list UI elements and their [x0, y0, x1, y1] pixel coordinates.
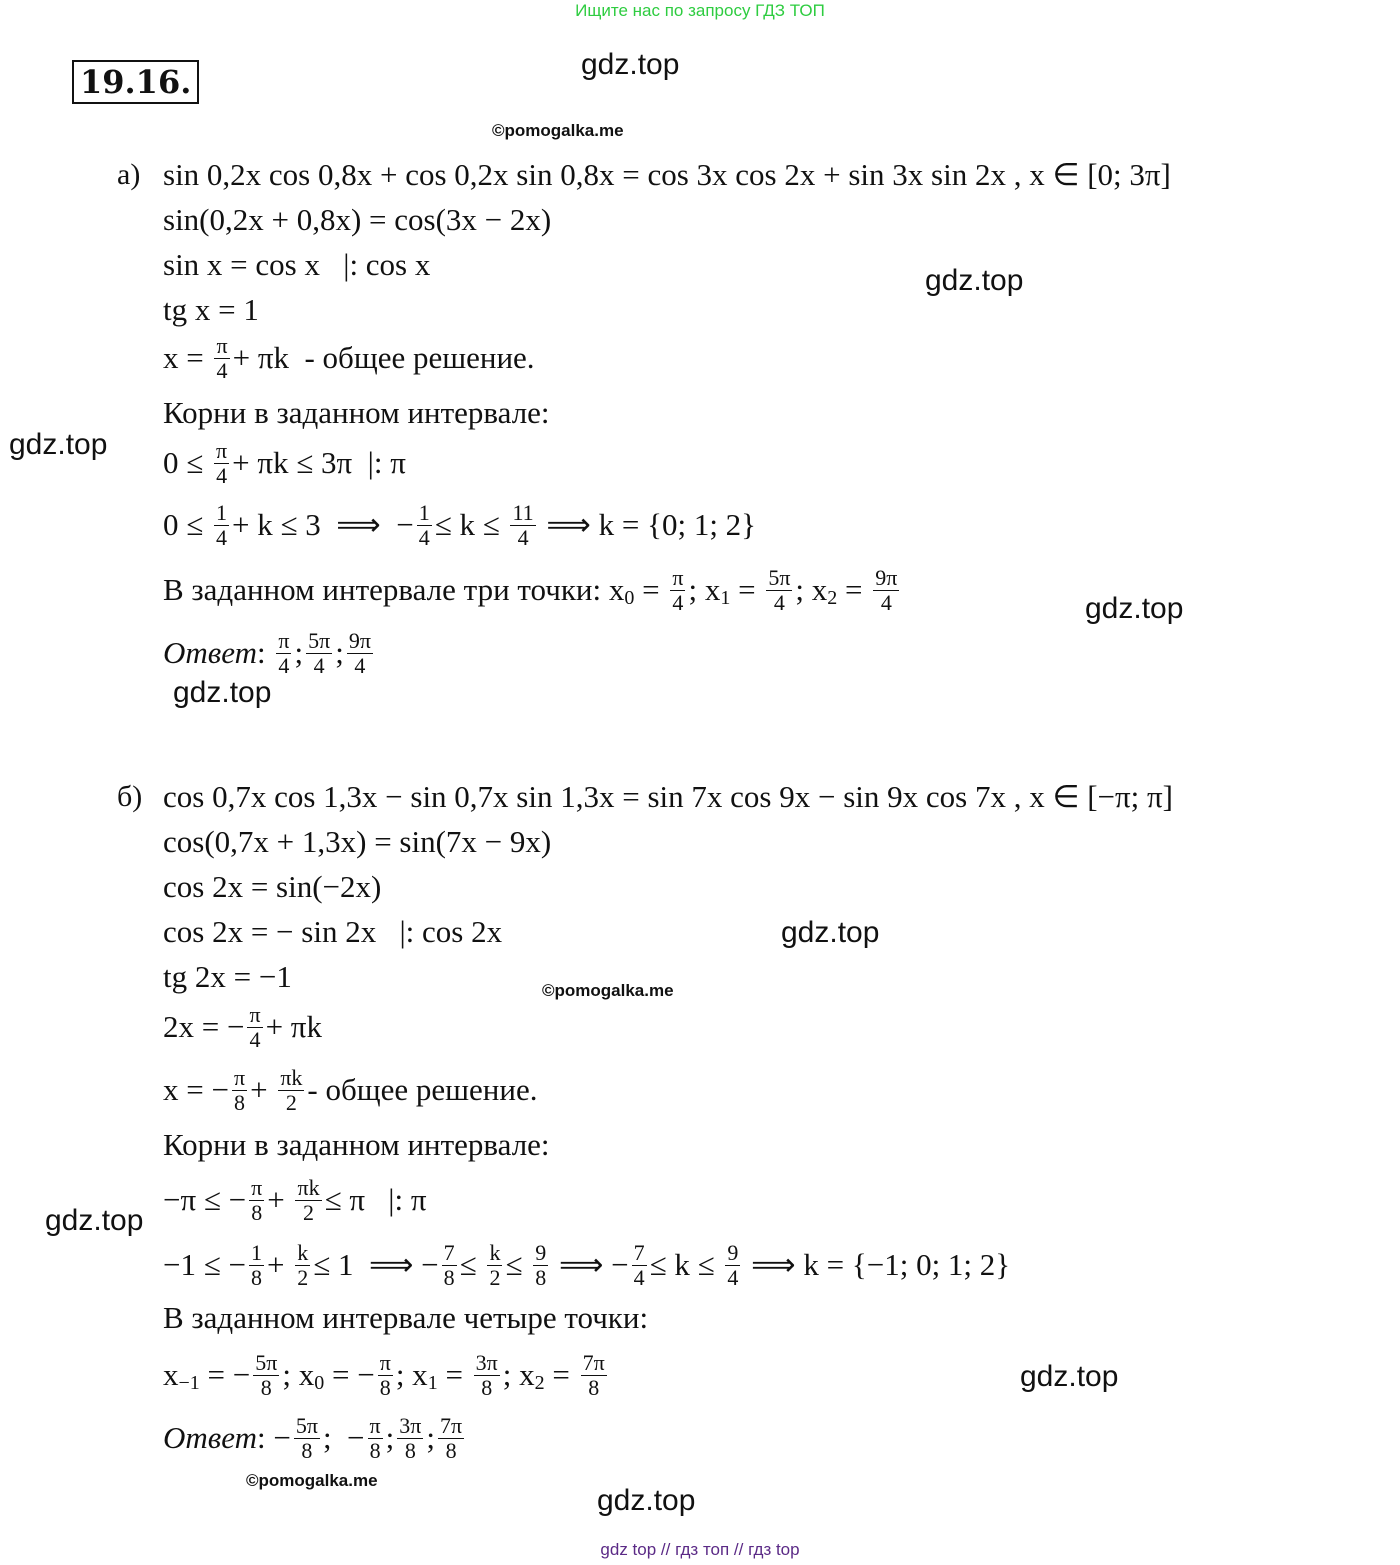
math-text: cos 2x = sin(−2x) — [163, 869, 382, 904]
numerator: πk — [280, 1064, 303, 1090]
numerator: π — [672, 564, 684, 590]
math-text: sin x = cos x |: cos x — [163, 247, 431, 282]
numerator: 7π — [582, 1349, 605, 1375]
math-text: sin(0,2x + 0,8x) = cos(3x − 2x) — [163, 202, 552, 237]
denominator: 8 — [379, 1374, 391, 1400]
denominator: 8 — [588, 1374, 600, 1400]
math-text: = − — [324, 1357, 375, 1392]
math-text: + πk ≤ 3π |: π — [232, 445, 406, 480]
math-text: + — [267, 1182, 293, 1217]
numerator: π — [278, 627, 290, 653]
denominator: 8 — [443, 1264, 455, 1290]
denominator: 8 — [404, 1437, 416, 1463]
fraction — [873, 566, 899, 615]
numerator: π — [369, 1412, 381, 1438]
numerator: π — [249, 1001, 261, 1027]
numerator: π — [233, 1064, 246, 1090]
math-line — [163, 555, 902, 625]
math-text: ; x — [282, 1357, 315, 1392]
denominator: 4 — [727, 1264, 739, 1290]
watermark: gdz.top — [781, 916, 880, 949]
math-text: sin 0,2x cos 0,8x + cos 0,2x sin 0,8x = cos 3x cos 2x + sin 3x sin 2x , x ∈ [0; 3π] — [163, 157, 1171, 192]
math-text: ; − — [322, 1420, 365, 1455]
part-b-label: б) — [117, 780, 143, 813]
math-line — [163, 428, 406, 498]
fraction — [510, 501, 535, 550]
denominator: 8 — [369, 1437, 381, 1463]
denominator: 8 — [251, 1199, 263, 1225]
denominator: 4 — [773, 589, 785, 615]
fraction — [278, 1066, 304, 1115]
math-text: cos(0,7x + 1,3x) = sin(7x − 9x) — [163, 824, 552, 859]
math-text: = — [837, 572, 871, 607]
denominator: 2 — [489, 1264, 501, 1290]
denominator: 4 — [216, 462, 228, 488]
watermark: gdz.top — [173, 676, 272, 709]
subscript: 1 — [427, 1371, 438, 1394]
math-text: = — [544, 1357, 578, 1392]
math-text: −π ≤ − — [163, 1182, 247, 1217]
math-text: + — [266, 1247, 293, 1282]
math-text: ; — [294, 635, 304, 670]
math-text: ≤ k ≤ — [434, 507, 508, 542]
numerator: π — [251, 1174, 263, 1200]
math-line — [163, 618, 376, 688]
numerator: k — [297, 1239, 309, 1265]
numerator: 1 — [250, 1239, 262, 1265]
copyright: ©pomogalka.me — [246, 1471, 378, 1490]
denominator: 2 — [285, 1089, 297, 1115]
numerator: 3π — [475, 1349, 498, 1375]
subscript: 0 — [314, 1371, 325, 1394]
math-text: ≤ — [505, 1247, 531, 1282]
math-text: ⟹ k = {−1; 0; 1; 2} — [743, 1247, 1011, 1282]
math-text: x — [163, 1357, 179, 1392]
math-text: ≤ 1 ⟹ − — [313, 1247, 439, 1282]
math-text: - общее решение. — [307, 1072, 538, 1107]
math-text: = — [437, 1357, 471, 1392]
fraction — [247, 1003, 262, 1052]
fraction — [766, 566, 792, 615]
math-text: x = − — [163, 1072, 229, 1107]
denominator: 8 — [234, 1089, 246, 1115]
numerator: 9 — [727, 1239, 739, 1265]
subscript: 1 — [720, 586, 731, 609]
watermark: gdz.top — [581, 48, 680, 81]
numerator: 3π — [399, 1412, 422, 1438]
math-text: + πk — [265, 1009, 322, 1044]
math-text: tg x = 1 — [163, 292, 259, 327]
math-text: 0 ≤ — [163, 507, 212, 542]
denominator: 8 — [535, 1264, 547, 1290]
search-banner: Ищите нас по запросу ГДЗ ТОП — [575, 1, 825, 20]
denominator: 4 — [249, 1026, 261, 1052]
fraction — [397, 1414, 423, 1463]
numerator: 5π — [295, 1412, 318, 1438]
math-text: ≤ k ≤ — [649, 1247, 723, 1282]
denominator: 4 — [517, 524, 529, 550]
math-text: ; x — [688, 572, 721, 607]
copyright: ©pomogalka.me — [542, 981, 674, 1000]
subscript: 0 — [624, 586, 635, 609]
denominator: 8 — [301, 1437, 313, 1463]
footer-links: gdz top // гдз топ // гдз top — [600, 1540, 800, 1559]
numerator: 11 — [512, 499, 534, 525]
fraction — [725, 1241, 740, 1290]
math-line — [163, 1403, 467, 1473]
math-line — [163, 1340, 610, 1410]
subscript: 2 — [534, 1371, 545, 1394]
denominator: 4 — [313, 652, 325, 678]
numerator: 1 — [216, 499, 228, 525]
fraction — [214, 501, 229, 550]
denominator: 4 — [418, 524, 430, 550]
fraction — [670, 566, 685, 615]
math-text: ; — [426, 1420, 436, 1455]
answer-label: Ответ — [163, 1420, 257, 1455]
watermark: gdz.top — [597, 1484, 696, 1517]
denominator: 4 — [278, 652, 290, 678]
answer-label: Ответ — [163, 635, 257, 670]
math-text: 2x = − — [163, 1009, 245, 1044]
denominator: 8 — [445, 1437, 457, 1463]
math-text: + k ≤ 3 ⟹ − — [232, 507, 414, 542]
math-text: + — [250, 1072, 276, 1107]
denominator: 8 — [481, 1374, 493, 1400]
problem-number: 19.16. — [72, 60, 199, 104]
math-text: ≤ π |: π — [324, 1182, 427, 1217]
math-text: = − — [199, 1357, 251, 1392]
math-text: В заданном интервале три точки: x — [163, 572, 625, 607]
fraction — [474, 1351, 500, 1400]
numerator: 1 — [418, 499, 430, 525]
math-text: ; x — [502, 1357, 535, 1392]
math-text: ; x — [795, 572, 828, 607]
fraction — [214, 439, 229, 488]
math-text: Корни в заданном интервале: — [163, 1127, 550, 1162]
subscript: 2 — [827, 586, 838, 609]
fraction — [417, 501, 432, 550]
fraction — [249, 1176, 264, 1225]
math-text: ; x — [395, 1357, 428, 1392]
denominator: 4 — [216, 357, 228, 383]
math-text: = — [634, 572, 668, 607]
math-text: В заданном интервале четыре точки: — [163, 1300, 649, 1335]
math-text: ; — [335, 635, 344, 670]
part-a-label: а) — [117, 158, 141, 191]
math-text: ⟹ − — [551, 1247, 629, 1282]
numerator: 5π — [255, 1349, 278, 1375]
watermark: gdz.top — [1085, 592, 1184, 625]
denominator: 4 — [880, 589, 892, 615]
watermark: gdz.top — [45, 1204, 144, 1237]
watermark: gdz.top — [925, 264, 1024, 297]
math-line — [163, 490, 756, 560]
numerator: π — [379, 1349, 391, 1375]
denominator: 8 — [260, 1374, 272, 1400]
fraction — [295, 1176, 321, 1225]
copyright: ©pomogalka.me — [492, 121, 624, 140]
fraction — [378, 1351, 393, 1400]
numerator: 7π — [440, 1412, 463, 1438]
fraction — [294, 1414, 320, 1463]
numerator: 7 — [443, 1239, 455, 1265]
math-text: Корни в заданном интервале: — [163, 395, 550, 430]
subscript: −1 — [178, 1371, 200, 1394]
numerator: π — [216, 437, 228, 463]
numerator: 7 — [633, 1239, 645, 1265]
math-text: 0 ≤ — [163, 445, 212, 480]
math-text: + πk - общее решение. — [232, 340, 535, 375]
fraction — [214, 334, 229, 383]
math-text: ; — [385, 1420, 395, 1455]
math-line — [163, 992, 322, 1062]
numerator: 9π — [348, 627, 371, 653]
math-text: ≤ — [459, 1247, 485, 1282]
watermark: gdz.top — [1020, 1360, 1119, 1393]
fraction — [276, 629, 291, 678]
numerator: 9π — [875, 564, 898, 590]
math-text: −1 ≤ − — [163, 1247, 246, 1282]
fraction — [253, 1351, 279, 1400]
math-text: x = — [163, 340, 212, 375]
denominator: 2 — [297, 1264, 309, 1290]
fraction — [438, 1414, 464, 1463]
math-text: : − — [256, 1420, 291, 1455]
denominator: 4 — [633, 1264, 645, 1290]
denominator: 2 — [303, 1199, 315, 1225]
math-text: cos 2x = − sin 2x |: cos 2x — [163, 914, 503, 949]
denominator: 4 — [216, 524, 228, 550]
denominator: 4 — [672, 589, 684, 615]
fraction — [306, 629, 332, 678]
numerator: π — [216, 332, 228, 358]
math-line — [163, 1165, 426, 1235]
denominator: 8 — [250, 1264, 262, 1290]
math-text: cos 0,7x cos 1,3x − sin 0,7x sin 1,3x = sin 7x cos 9x − sin 9x cos 7x , x ∈ [−π; π] — [163, 779, 1173, 814]
numerator: 9 — [535, 1239, 547, 1265]
math-text: tg 2x = −1 — [163, 959, 292, 994]
numerator: 5π — [768, 564, 791, 590]
fraction — [347, 629, 373, 678]
math-text: : — [256, 635, 274, 670]
numerator: 5π — [308, 627, 331, 653]
fraction — [232, 1066, 247, 1115]
fraction — [581, 1351, 607, 1400]
math-text: = — [730, 572, 764, 607]
math-text: ⟹ k = {0; 1; 2} — [538, 507, 757, 542]
watermark: gdz.top — [9, 428, 108, 461]
denominator: 4 — [354, 652, 366, 678]
numerator: πk — [297, 1174, 320, 1200]
numerator: k — [489, 1239, 501, 1265]
fraction — [368, 1414, 383, 1463]
